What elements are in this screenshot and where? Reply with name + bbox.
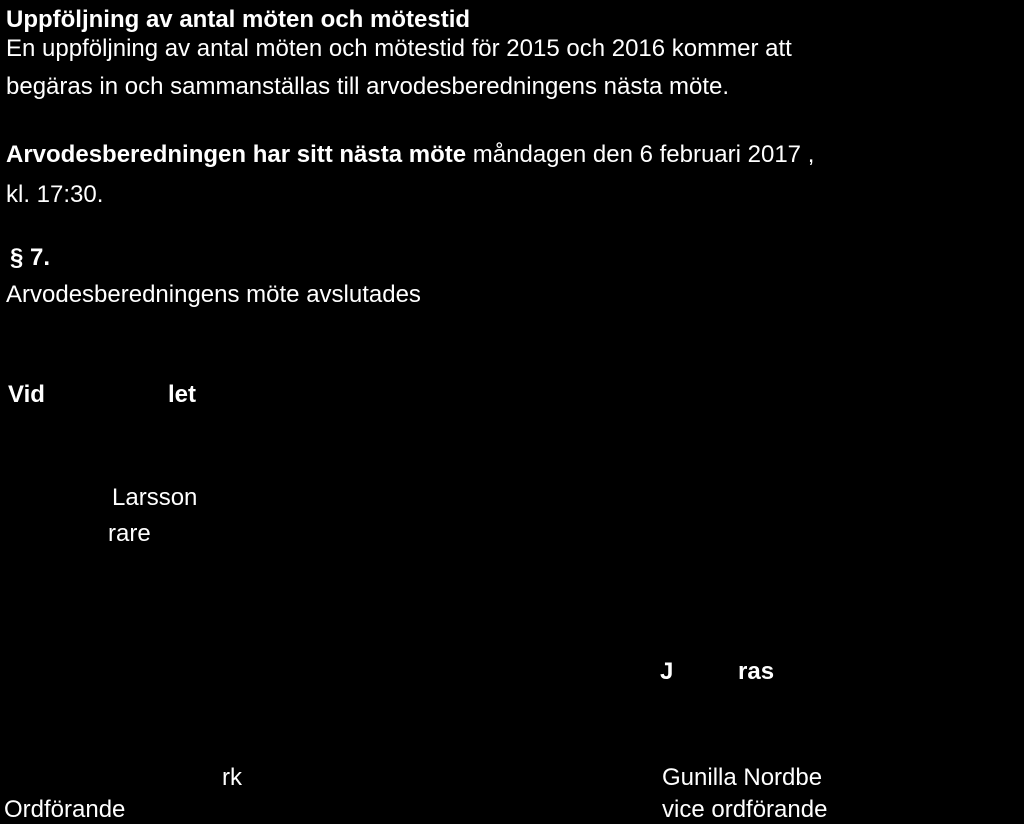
next-meeting-line-1: [6, 141, 814, 169]
next-meeting-bold-text: Arvodesberedningen har sitt nästa möte: [6, 141, 467, 168]
followup-body-line-2: begäras in och sammanställas till arvodesberedningens nästa möte.: [6, 73, 730, 100]
vice-chair-name: Gunilla Nordbe: [662, 764, 823, 791]
vice-chair-title-label: vice ordförande: [662, 796, 828, 823]
followup-heading: Uppföljning av antal möten och mötestid: [6, 6, 471, 33]
section-7-number: § 7.: [10, 244, 51, 271]
signature-let-fragment: let: [168, 381, 197, 408]
signature-larsson-fragment: Larsson: [112, 484, 198, 511]
signature-vid-fragment: Vid: [8, 381, 45, 408]
signature-ras-fragment: ras: [738, 658, 775, 685]
next-meeting-line-2: kl. 17:30.: [6, 181, 104, 208]
signature-j-fragment: J: [660, 658, 674, 685]
followup-body-line-1: En uppföljning av antal möten och mötestid för 2015 och 2016 kommer att: [6, 35, 792, 62]
signature-rk-fragment: rk: [222, 764, 242, 791]
section-7-text: Arvodesberedningens möte avslutades: [6, 281, 421, 308]
next-meeting-date-text: måndagen den 6 februari 2017 ,: [466, 141, 815, 168]
signature-rare-fragment: rare: [108, 520, 151, 547]
chair-title-label: Ordförande: [4, 796, 126, 823]
